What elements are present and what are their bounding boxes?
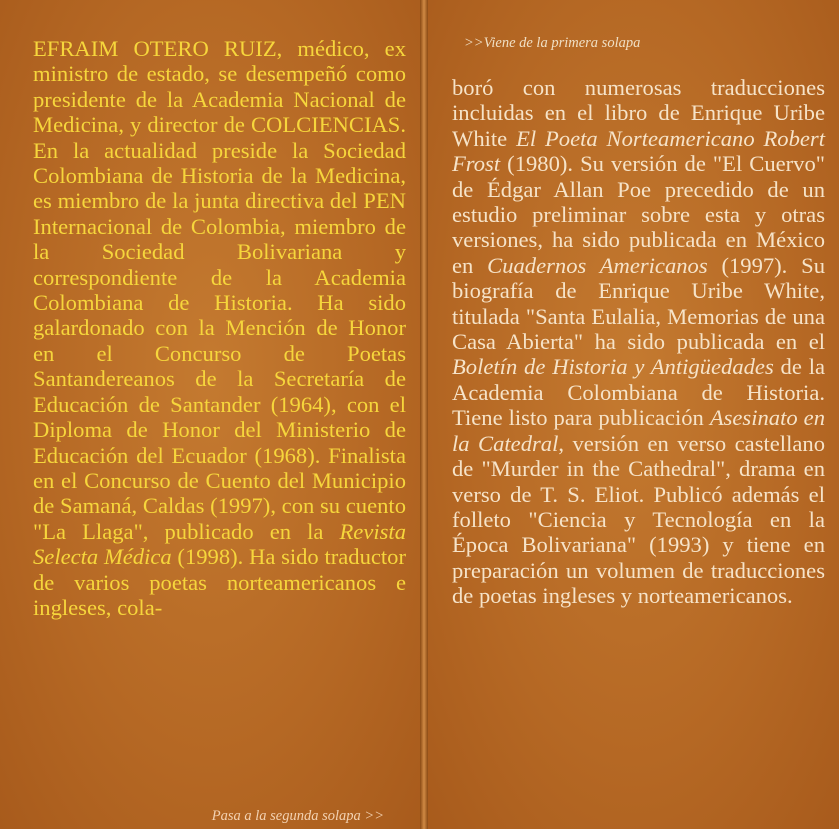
book-title-frost: El Poeta Norteamericano Robert Frost <box>452 125 825 177</box>
bio-text-part-5: , versión en verso castellano de "Murder in the Cathedral", drama en verso de T. S. Eliot. Publicó además el folleto "Ciencia y Tecnología en la Época Bolivariana" (1993) y tiene en preparación un volumen de traducciones de poetas ingleses y norteamericanos. <box>452 430 825 609</box>
bio-text-part-1: boró con numerosas traducciones incluidas en el libro de Enrique Uribe White <box>452 75 825 151</box>
author-biography-continued <box>452 75 825 609</box>
continue-to-second-flap-note: Pasa a la segunda solapa >> <box>211 808 384 824</box>
author-name: EFRAIM OTERO RUIZ <box>33 36 277 61</box>
bio-text-part-4: de la Academia Colombiana de Historia. Tiene listo para publicación <box>452 354 825 431</box>
continued-from-first-flap-note: >>Viene de la primera solapa <box>464 35 641 51</box>
journal-cuadernos-americanos: Cuadernos Americanos <box>487 252 708 278</box>
flap-fold-divider <box>420 0 428 829</box>
bio-text-part-3: (1997). Su biografía de Enrique Uribe White, titulada "Santa Eulalia, Memorias de una Casa Abierta" ha sido publicada en el <box>452 252 825 355</box>
book-title-asesinato: Asesinato en la Catedral <box>452 405 825 456</box>
bio-text-part-2: (1980). Su versión de "El Cuervo" de Édgar Allan Poe precedido de un estudio preliminar sobre esta y otras versiones, ha sido publicada en México en <box>452 151 825 278</box>
bio-text: , médico, ex ministro de estado, se desempeñó como presidente de la Academia Nacional de Medicina, y director de COLCIENCIAS. En la actualidad preside la Sociedad Colombiana de Historia de la Medicina, es miembro de la junta directiva del PEN Internacional de Colombia, miembro de la Sociedad Bolivariana y correspondiente de la Academia Colombiana de Historia. Ha sido galardonado con la Mención de Honor en el Concurso de Poetas Santandereanos de la Secretaría de Educación de Santander (1964), con el Diploma de Honor del Ministerio de Educación del Ecuador (1968). Finalista en el Concurso de Cuento del Municipio de Samaná, Caldas (1997), con su cuento "La Llaga", publicado en la <box>33 36 407 544</box>
bio-text-end: (1998). Ha sido traductor de varios poetas norteamericanos e ingleses, cola- <box>33 544 406 620</box>
second-flap <box>428 0 839 829</box>
journal-boletin: Boletín de Historia y Antigüedades <box>452 354 774 380</box>
journal-title: Revista Selecta Médica <box>33 518 406 570</box>
author-biography <box>33 36 406 620</box>
